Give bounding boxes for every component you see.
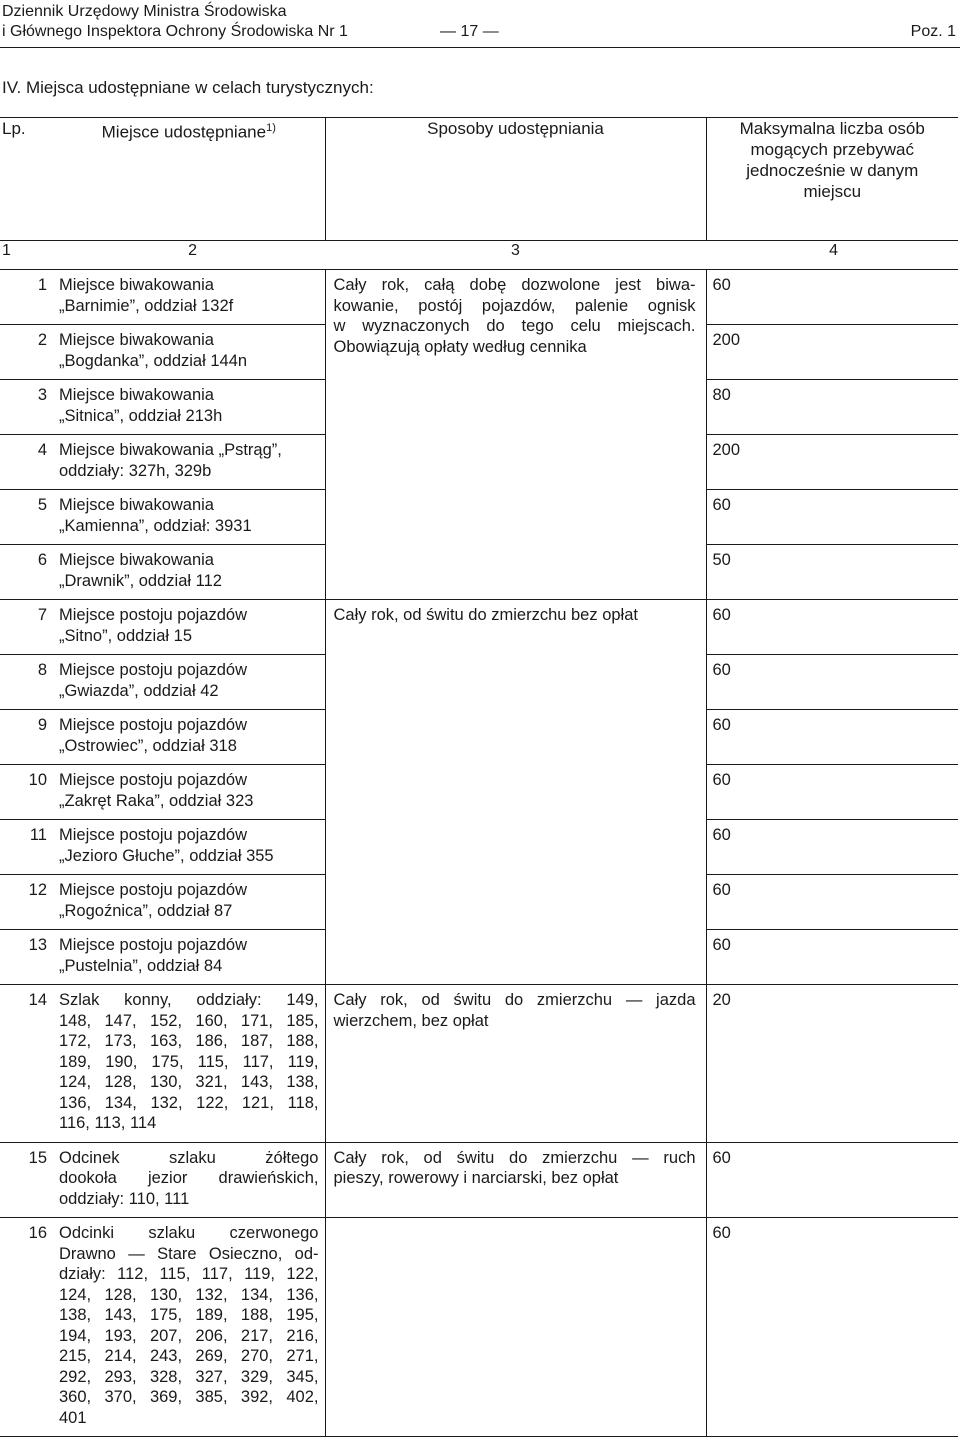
place-line: 360, 370, 369, 385, 392, 402, <box>59 1388 319 1406</box>
row-lp: 1 <box>0 270 53 325</box>
header-place-label: Miejsce udostępniane <box>101 122 267 142</box>
row-max-people: 50 <box>706 545 958 600</box>
place-line: Miejsce postoju pojazdów <box>59 936 248 954</box>
row-max-people: 80 <box>706 380 958 435</box>
place-line: 124, 128, 130, 132, 134, 136, <box>59 1285 319 1304</box>
column-number: 4 <box>706 241 958 270</box>
place-line: Miejsce biwakowania <box>59 276 214 294</box>
table-row <box>0 1218 958 1437</box>
row-lp: 10 <box>0 765 53 820</box>
header-lp: Lp. <box>0 118 53 241</box>
row-max-people: 60 <box>706 765 958 820</box>
place-line: Miejsce biwakowania <box>59 331 214 349</box>
way-line: pieszy, rowerowy i narciarski, bez opłat <box>333 1169 619 1187</box>
row-place <box>53 380 325 435</box>
place-line: „Ostrowiec”, oddział 318 <box>59 736 237 755</box>
way-line: Cały rok, całą dobę dozwolone jest biwa- <box>333 276 696 294</box>
row-max-people: 60 <box>706 710 958 765</box>
place-line: Miejsce biwakowania <box>59 386 214 404</box>
row-lp: 2 <box>0 325 53 380</box>
column-number: 1 <box>0 241 53 270</box>
row-place <box>53 710 325 765</box>
place-line: 136, 134, 132, 122, 121, 118, <box>59 1093 319 1112</box>
row-max-people: 60 <box>706 875 958 930</box>
place-line: „Bogdanka”, oddział 144n <box>59 351 248 370</box>
place-line: Szlak konny, oddziały: 149, <box>59 991 319 1009</box>
place-line: oddziały: 110, 111 <box>59 1189 190 1208</box>
place-line: „Sitno”, oddział 15 <box>59 626 192 645</box>
place-line: dookoła jezior drawieńskich, <box>59 1169 319 1187</box>
place-line: 292, 293, 328, 327, 329, 345, <box>59 1367 319 1386</box>
row-lp: 9 <box>0 710 53 765</box>
place-line: „Kamienna”, oddział: 3931 <box>59 516 252 535</box>
journal-title-line1: Dziennik Urzędowy Ministra Środowiska <box>2 3 287 20</box>
row-place <box>53 270 325 325</box>
table-row <box>0 600 958 655</box>
row-max-people: 60 <box>706 270 958 325</box>
row-max-people: 60 <box>706 655 958 710</box>
row-lp: 8 <box>0 655 53 710</box>
row-max-people: 200 <box>706 435 958 490</box>
row-access-ways <box>325 1142 706 1218</box>
place-line: 401 <box>59 1408 87 1427</box>
row-max-people: 60 <box>706 820 958 875</box>
place-line: 194, 193, 207, 206, 217, 216, <box>59 1326 319 1345</box>
row-access-ways <box>325 270 706 600</box>
table-row <box>0 270 958 325</box>
place-line: „Drawnik”, oddział 112 <box>59 571 222 590</box>
row-lp: 15 <box>0 1142 53 1218</box>
header-place <box>53 118 325 241</box>
way-line: Cały rok, od świtu do zmierzchu — jazda <box>333 991 696 1009</box>
place-line: Odcinki szlaku czerwonego <box>59 1224 319 1242</box>
place-line: 172, 173, 163, 186, 187, 188, <box>59 1032 319 1050</box>
journal-title <box>2 2 348 42</box>
row-max-people: 60 <box>706 490 958 545</box>
row-max-people: 200 <box>706 325 958 380</box>
table-row <box>0 1142 958 1218</box>
place-line: „Barnimie”, oddział 132f <box>59 296 234 315</box>
row-place <box>53 1142 325 1218</box>
row-max-people: 20 <box>706 985 958 1143</box>
row-lp: 12 <box>0 875 53 930</box>
place-line: Miejsce biwakowania <box>59 496 214 514</box>
row-place <box>53 820 325 875</box>
way-line: kowanie, postój pojazdów, palenie ognisk <box>333 296 696 315</box>
row-lp: 11 <box>0 820 53 875</box>
way-line: Cały rok, od świtu do zmierzchu — ruch <box>333 1148 696 1167</box>
place-line: „Gwiazda”, oddział 42 <box>59 681 219 700</box>
page-number: — 17 — <box>440 23 499 40</box>
row-place <box>53 765 325 820</box>
way-line: Obowiązują opłaty według cennika <box>333 337 587 356</box>
row-max-people: 60 <box>706 930 958 985</box>
row-place <box>53 655 325 710</box>
row-max-people: 60 <box>706 1218 958 1437</box>
place-line: 138, 143, 175, 189, 188, 195, <box>59 1306 319 1324</box>
place-line: Drawno — Stare Osieczno, od- <box>59 1244 319 1263</box>
table-header-row <box>0 118 958 241</box>
place-line: „Sitnica”, oddział 213h <box>59 406 223 425</box>
row-place <box>53 545 325 600</box>
header-divider <box>0 47 960 48</box>
place-line: „Pustelnia”, oddział 84 <box>59 956 223 975</box>
place-line: Miejsce biwakowania <box>59 551 214 569</box>
row-place <box>53 490 325 545</box>
journal-title-line2: i Głównego Inspektora Ochrony Środowiska Nr 1 <box>2 23 348 40</box>
footnote-marker: 1) <box>266 122 276 134</box>
header-max-people: Maksymalna liczba osób mogących przebywać jednocześnie w danym miejscu <box>706 118 958 241</box>
place-line: 124, 128, 130, 321, 143, 138, <box>59 1073 319 1091</box>
table-row <box>0 985 958 1143</box>
place-line: Miejsce postoju pojazdów <box>59 606 248 624</box>
row-place <box>53 930 325 985</box>
way-line: wierzchem, bez opłat <box>333 1011 489 1030</box>
place-line: Miejsce postoju pojazdów <box>59 771 248 789</box>
row-access-ways: Cały rok, od świtu do zmierzchu bez opłat <box>325 600 706 985</box>
row-lp: 13 <box>0 930 53 985</box>
row-place <box>53 985 325 1143</box>
row-lp: 14 <box>0 985 53 1143</box>
row-max-people: 60 <box>706 1142 958 1218</box>
place-line: Miejsce postoju pojazdów <box>59 661 248 679</box>
place-line: 148, 147, 152, 160, 171, 185, <box>59 1011 319 1030</box>
row-place <box>53 600 325 655</box>
tourist-places-table <box>0 117 958 1437</box>
row-place <box>53 1218 325 1437</box>
place-line: Miejsce biwakowania „Pstrąg”, <box>59 441 282 459</box>
place-line: Miejsce postoju pojazdów <box>59 881 248 899</box>
place-line: 189, 190, 175, 115, 117, 119, <box>59 1052 319 1071</box>
row-lp: 7 <box>0 600 53 655</box>
column-number: 2 <box>53 241 325 270</box>
row-lp: 6 <box>0 545 53 600</box>
row-lp: 4 <box>0 435 53 490</box>
column-number: 3 <box>325 241 706 270</box>
row-place <box>53 325 325 380</box>
column-number-row <box>0 241 958 270</box>
row-max-people: 60 <box>706 600 958 655</box>
place-line: Miejsce postoju pojazdów <box>59 716 248 734</box>
place-line: „Jezioro Głuche”, oddział 355 <box>59 846 274 865</box>
place-line: 215, 214, 243, 269, 270, 271, <box>59 1347 319 1365</box>
section-title: IV. Miejsca udostępniane w celach turystycznych: <box>2 78 374 97</box>
row-place <box>53 875 325 930</box>
place-line: Miejsce postoju pojazdów <box>59 826 248 844</box>
table-body <box>0 270 958 1437</box>
place-line: 116, 113, 114 <box>59 1114 157 1132</box>
position-number: Poz. 1 <box>910 23 956 40</box>
place-line: oddziały: 327h, 329b <box>59 461 212 480</box>
row-lp: 3 <box>0 380 53 435</box>
row-place <box>53 435 325 490</box>
way-line: w wyznaczonych do tego celu miejscach. <box>333 317 696 335</box>
place-line: Odcinek szlaku żółtego <box>59 1148 319 1167</box>
row-lp: 16 <box>0 1218 53 1437</box>
header-ways: Sposoby udostępniania <box>325 118 706 241</box>
place-line: „Rogoźnica”, oddział 87 <box>59 901 233 920</box>
row-lp: 5 <box>0 490 53 545</box>
place-line: działy: 112, 115, 117, 119, 122, <box>59 1265 319 1283</box>
row-access-ways <box>325 1218 706 1437</box>
row-access-ways <box>325 985 706 1143</box>
place-line: „Zakręt Raka”, oddział 323 <box>59 791 254 810</box>
